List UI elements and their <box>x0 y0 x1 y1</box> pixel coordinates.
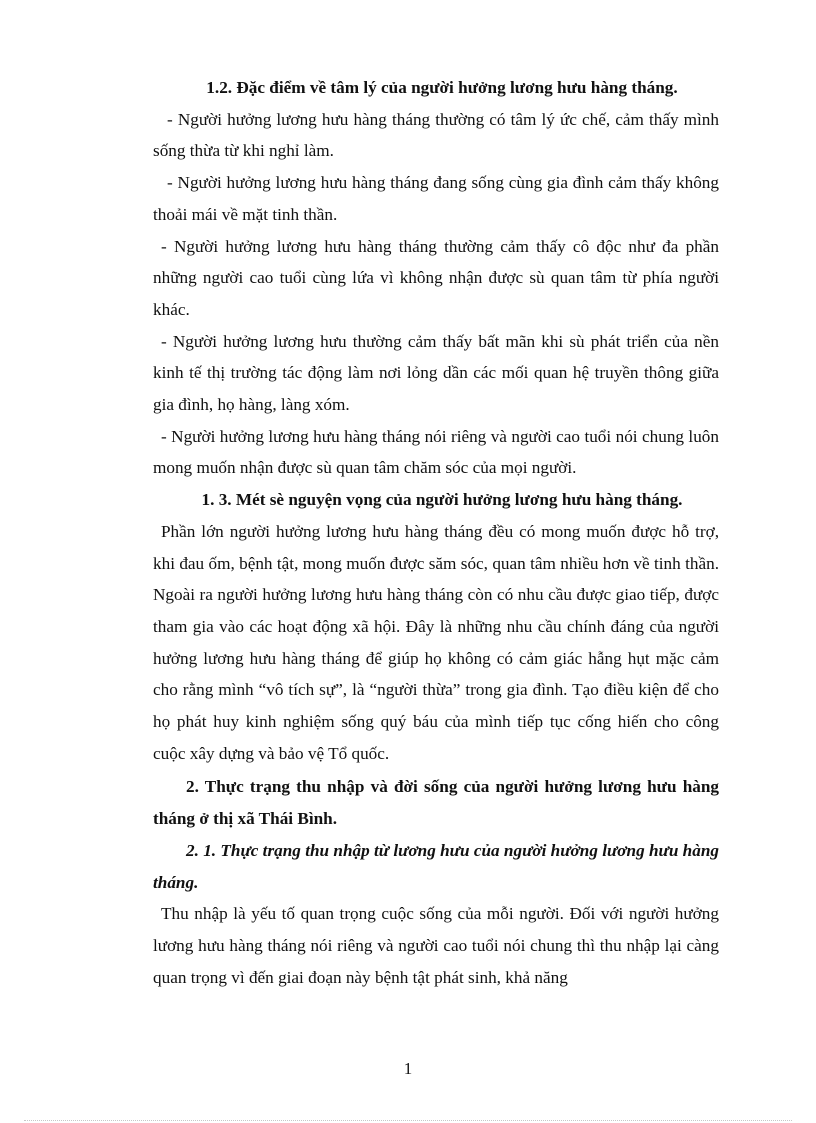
paragraph-psychology-3: - Người hưởng lương hưu hàng tháng thường cảm thấy cô độc như đa phần những người cao tuổi cùng lứa vì không nhận được sù quan tâm từ phía người khác. <box>153 236 719 319</box>
paragraph-psychology-4: - Người hưởng lương hưu thường cảm thấy bất mãn khi sù phát triển của nền kinh tế thị trường tác động làm nơi lỏng dần các mối quan hệ truyền thông giữa gia đình, họ hàng, làng xóm. <box>153 331 719 415</box>
paragraph-psychology-1: - Người hưởng lương hưu hàng tháng thường có tâm lý ức chế, cảm thấy mình sống thừa từ khi nghỉ làm. <box>153 109 719 161</box>
section-heading-1-2: 1.2. Đặc điểm về tâm lý của người hưởng lương hưu hàng tháng. <box>206 78 678 97</box>
section-heading-2: 2. Thực trạng thu nhập và đời sống của người hưởng lương hưu hàng tháng ở thị xã Thái Bình. <box>153 777 719 829</box>
document-body <box>153 72 719 993</box>
paragraph-income: Thu nhập là yếu tố quan trọng cuộc sống của mỗi người. Đối với người hưởng lương hưu hàng tháng nói riêng và người cao tuổi nói chung thì thu nhập lại càng quan trọng vì đến giai đoạn này bệnh tật phát sinh, khả năng <box>153 904 719 987</box>
paragraph-psychology-5: - Người hưởng lương hưu hàng tháng nói riêng và người cao tuổi nói chung luôn mong muốn nhận được sù quan tâm chăm sóc của mọi người. <box>153 426 719 478</box>
page-bottom-divider <box>24 1120 792 1121</box>
paragraph-aspirations: Phần lớn người hưởng lương hưu hàng tháng đều có mong muốn được hỗ trợ, khi đau ốm, bệnh tật, mong muốn được săm sóc, quan tâm nhiều hơn về tinh thần. Ngoài ra người hưởng lương hưu hàng tháng còn có nhu cầu được giao tiếp, được tham gia vào các hoạt động xã hội. Đây là những nhu cầu chính đáng của người hưởng lương hưu hàng tháng để giúp họ không có cảm giác hẫng hụt mặc cảm cho rằng mình “vô tích sự”, là “người thừa” trong gia đình. Tạo điều kiện để cho họ phát huy kinh nghiệm sống quý báu của mình tiếp tục cống hiến cho công cuộc xây dựng và bảo vệ Tổ quốc. <box>153 521 719 763</box>
page-number: 1 <box>403 1059 413 1078</box>
section-heading-1-3: 1. 3. Mét sè nguyện vọng của người hưởng lương hưu hàng tháng. <box>201 490 683 510</box>
paragraph-psychology-2: - Người hưởng lương hưu hàng tháng đang sống cùng gia đình cảm thấy không thoải mái về mặt tinh thần. <box>153 173 719 224</box>
section-heading-2-1: 2. 1. Thực trạng thu nhập từ lương hưu của người hưởng lương hưu hàng tháng. <box>153 840 719 892</box>
